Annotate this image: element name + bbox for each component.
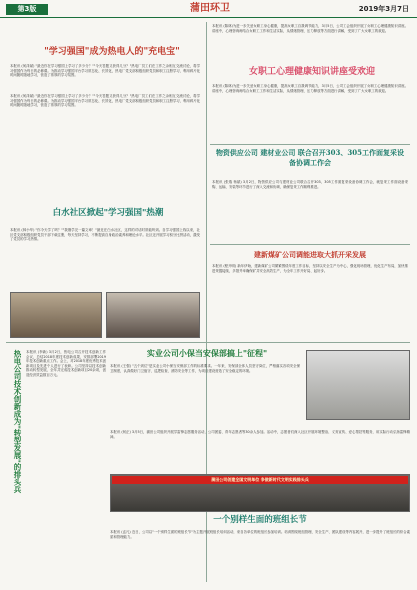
article-1-body: 本报讯 (何泽斌) "最近你在学习强国上学习了多少分？""今天答题又获得几分？"热电厂员工们在工作之余相互交流讨论，将学习强国作为每日的必修课。为推动学习强国平台学习常态化、长效化，热电厂党支部积极组织党员和职工注册学习，利用碎片化时间随时随地学习，营造了浓厚的学习氛围。: [10, 64, 200, 78]
section-divider: [210, 244, 410, 245]
article-8-body: 本报讯 (何正) 3月5日，蒲田公司组织开展学雷锋志愿服务活动，公司团委、青年志愿者等30余人参加。活动中，志愿者们深入社区开展环境整治、义务宣传、爱心帮扶等服务，用实际行动弘扬雷锋精神。: [110, 430, 410, 439]
masthead-logo: 蒲田环卫: [190, 3, 230, 14]
photo-memorial: [306, 350, 410, 420]
article-9-body: 本报讯 (孟凡) 近日，公司以"一个别样生面的班组长节"为主题开展班组长培训活动，来自各单位的班组长参加培训。培训围绕班组管理、安全生产、团队建设等内容展开，进一步提升了班组长的综合素质和管理能力。: [110, 530, 410, 539]
article-6-headline: 热电公司技术创新成为"转型发展"的排头兵: [13, 350, 22, 493]
article-7-headline: 实业公司小保当安保部搞上"征程": [146, 348, 268, 358]
article-3-headline: 白水社区掀起"学习强国"热潮: [52, 208, 164, 218]
article-4-headline: 物资供应公司 建材业公司 联合召开303、305工作面复采设备协调工作会: [215, 148, 405, 167]
article-5-body: 本报讯 (程开明) 新年伊始，建新煤矿公司紧紧围绕年度工作目标，坚持以安全生产为中心，强化现场管理，优化生产布局，加快推进采掘接续，多措并举确保矿井安全高效生产，为全年工作开好局、起好步。: [212, 264, 408, 273]
article-2-intro: 本报讯 (陈林)为进一步关爱女职工身心健康，提高女职工自我调节能力，3月5日，公司工会组织开展了女职工心理健康知识讲座。讲座中，心理咨询师结合女职工工作和生活实际，从情绪管理、压力释放等方面进行讲解，受到了广大女职工的欢迎。: [212, 24, 408, 33]
article-2-body: 本报讯 (陈林)为进一步关爱女职工身心健康，提高女职工自我调节能力，3月5日，公司工会组织开展了女职工心理健康知识讲座。讲座中，心理咨询师结合女职工工作和生活实际，从情绪管理、压力释放等方面进行讲解，受到了广大女职工的欢迎。: [212, 84, 408, 93]
article-6-body: 本报讯 (李新) 3月2日，热电公司召开技术创新工作会议，总结2018年度技术创新成果，安排部署2019年技术创新重点工作。会上，对2018年度优秀技术创新项目及先进个人进行了表彰。公司坚持以技术创新推动转型发展，全年共完成技术创新项目20余项，创造经济效益数百万元。: [26, 350, 106, 377]
article-9-headline: 一个别样生面的班组长节: [213, 515, 307, 525]
article-7-body: 本报讯 (王强) "五个到位"是实业公司小保当安保部工作的标准要求。一年来，安保部全体人员坚守岗位，严格落实各项安全保卫制度，认真做好门卫值守、巡逻检查、消防安全等工作，为项目建设营造了安全稳定的环境。: [110, 364, 300, 373]
article-3-body: 本报讯 (林小华) "你今天学了吗？""我刚学完一篇文章！"最近在白水社区，这样的对话时常能听到。自学习强国上线以来，社区党支部积极组织党员干部下载注册，每天坚持学习，不断提高自身政治素养和理论水平。社区还开展学习积分比拼活动，激发了党员的学习热情。: [10, 228, 200, 242]
issue-date: 2019年3月7日: [358, 5, 409, 13]
photo-banner-caption: 蒲田公司创建全国文明单位 争做新时代文明实践排头兵: [112, 476, 408, 484]
photo-group-study: [106, 292, 200, 338]
section-divider: [210, 144, 410, 145]
article-1-headline: "学习强国"成为热电人的"充电宝": [44, 47, 180, 57]
page-number: 第3版: [6, 4, 48, 15]
article-4-body: 本报讯 (张瑞 杨斌) 3月2日，物资供应公司与建材业公司联合召开303、305工作面复采设备协调工作会，就复采工作面设备采购、运输、安装等环节进行了深入交流和协调，确保复采工作顺利推进。: [212, 180, 408, 189]
article-2-headline: 女职工心理健康知识讲座受欢迎: [248, 67, 375, 77]
section-divider: [6, 342, 410, 343]
article-5-headline: 建新煤矿公司调能进取大抓开采发展: [254, 250, 366, 259]
photo-group-study: [10, 292, 102, 338]
article-1-body-cont: 本报讯 (何泽斌) "最近你在学习强国上学习了多少分？""今天答题又获得几分？"热电厂员工们在工作之余相互交流讨论，将学习强国作为每日的必修课。为推动学习强国平台学习常态化、长效化，热电厂党支部积极组织党员和职工注册学习，利用碎片化时间随时随地学习，营造了浓厚的学习氛围。: [10, 94, 200, 108]
